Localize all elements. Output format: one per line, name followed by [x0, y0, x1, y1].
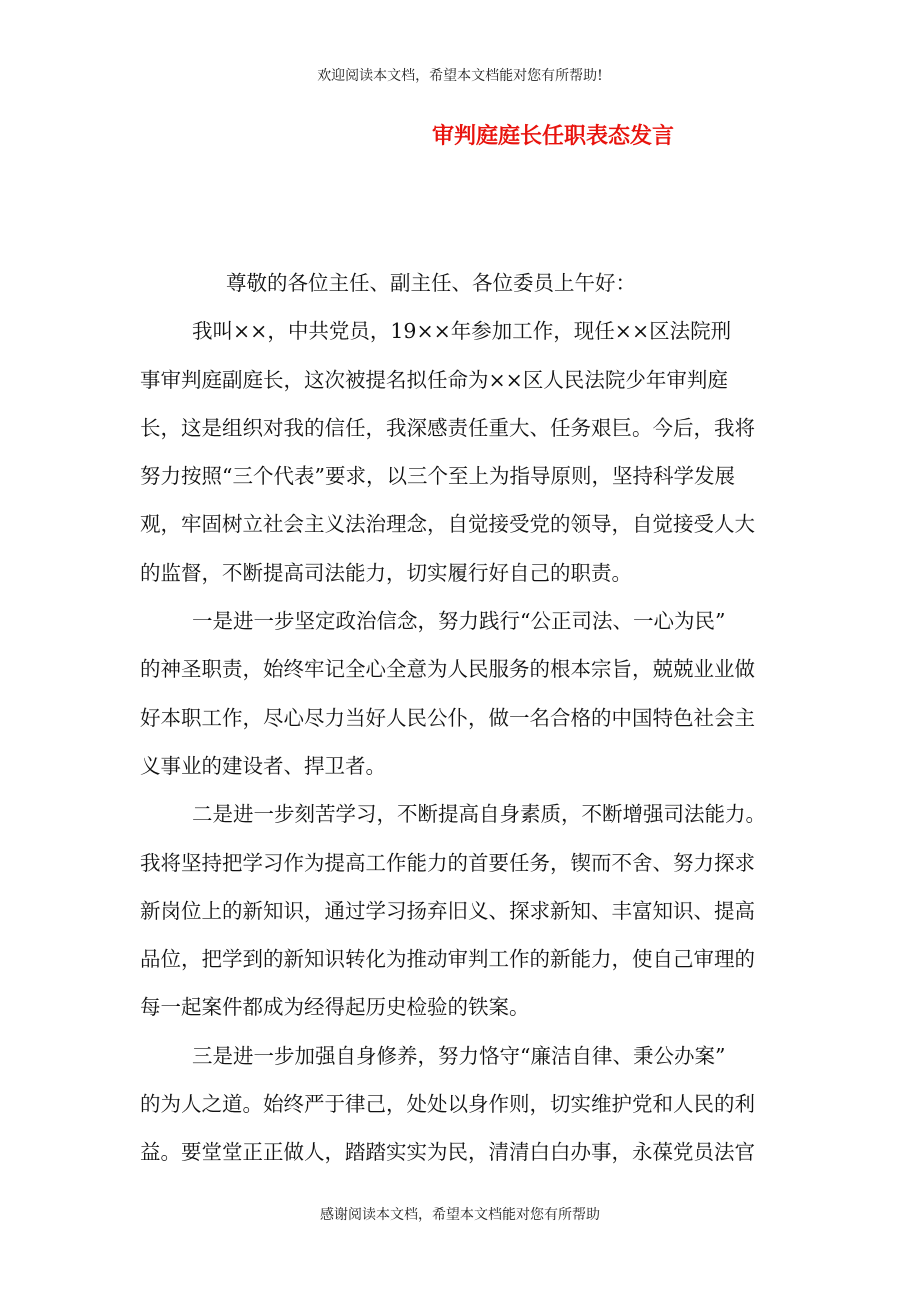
- header-note: 欢迎阅读本文档，希望本文档能对您有所帮助!: [317, 68, 603, 84]
- paragraph-line: 义事业的建设者、捍卫者。: [140, 753, 386, 778]
- paragraph-line: 我将坚持把学习作为提高工作能力的首要任务，锲而不舍、努力探求: [140, 850, 755, 875]
- footer-note: 感谢阅读本文档，希望本文档能对您有所帮助: [320, 1207, 600, 1223]
- document-body: [140, 259, 790, 1177]
- paragraph-line: 的为人之道。始终严于律己，处处以身作则，切实维护党和人民的利: [140, 1092, 755, 1117]
- paragraph-line: 的监督，不断提高司法能力，切实履行好自己的职责。: [140, 560, 632, 585]
- paragraph-line: 长，这是组织对我的信任，我深感责任重大、任务艰巨。今后，我将: [140, 415, 755, 440]
- paragraph-line: 二是进一步刻苦学习，不断提高自身素质，不断增强司法能力。: [192, 802, 766, 827]
- paragraph-line: 新岗位上的新知识，通过学习扬弃旧义、探求新知、丰富知识、提高: [140, 898, 755, 923]
- paragraph-line: 的神圣职责，始终牢记全心全意为人民服务的根本宗旨，兢兢业业做: [140, 657, 755, 682]
- paragraph-line: 我叫××，中共党员，19××年参加工作，现任××区法院刑: [192, 319, 732, 344]
- paragraph-line: 一是进一步坚定政治信念，努力践行“公正司法、一心为民”: [192, 609, 726, 634]
- salutation-line: 尊敬的各位主任、副主任、各位委员上午好：: [226, 271, 636, 295]
- paragraph-line: 益。要堂堂正正做人，踏踏实实为民，清清白白办事，永葆党员法官: [140, 1140, 755, 1165]
- paragraph-line: 好本职工作，尽心尽力当好人民公仆，做一名合格的中国特色社会主: [140, 705, 755, 730]
- paragraph-line: 每一起案件都成为经得起历史检验的铁案。: [140, 995, 530, 1020]
- paragraph-line: 努力按照“三个代表”要求，以三个至上为指导原则，坚持科学发展: [140, 464, 735, 489]
- paragraph-line: 事审判庭副庭长，这次被提名拟任命为××区人民法院少年审判庭: [140, 367, 728, 392]
- document-title: 审判庭庭长任职表态发言: [431, 123, 674, 149]
- paragraph-line: 三是进一步加强自身修养，努力恪守“廉洁自律、秉公办案”: [192, 1043, 726, 1068]
- paragraph-line: 品位，把学到的新知识转化为推动审判工作的新能力，使自己审理的: [140, 947, 755, 972]
- paragraph-line: 观，牢固树立社会主义法治理念，自觉接受党的领导，自觉接受人大: [140, 512, 755, 537]
